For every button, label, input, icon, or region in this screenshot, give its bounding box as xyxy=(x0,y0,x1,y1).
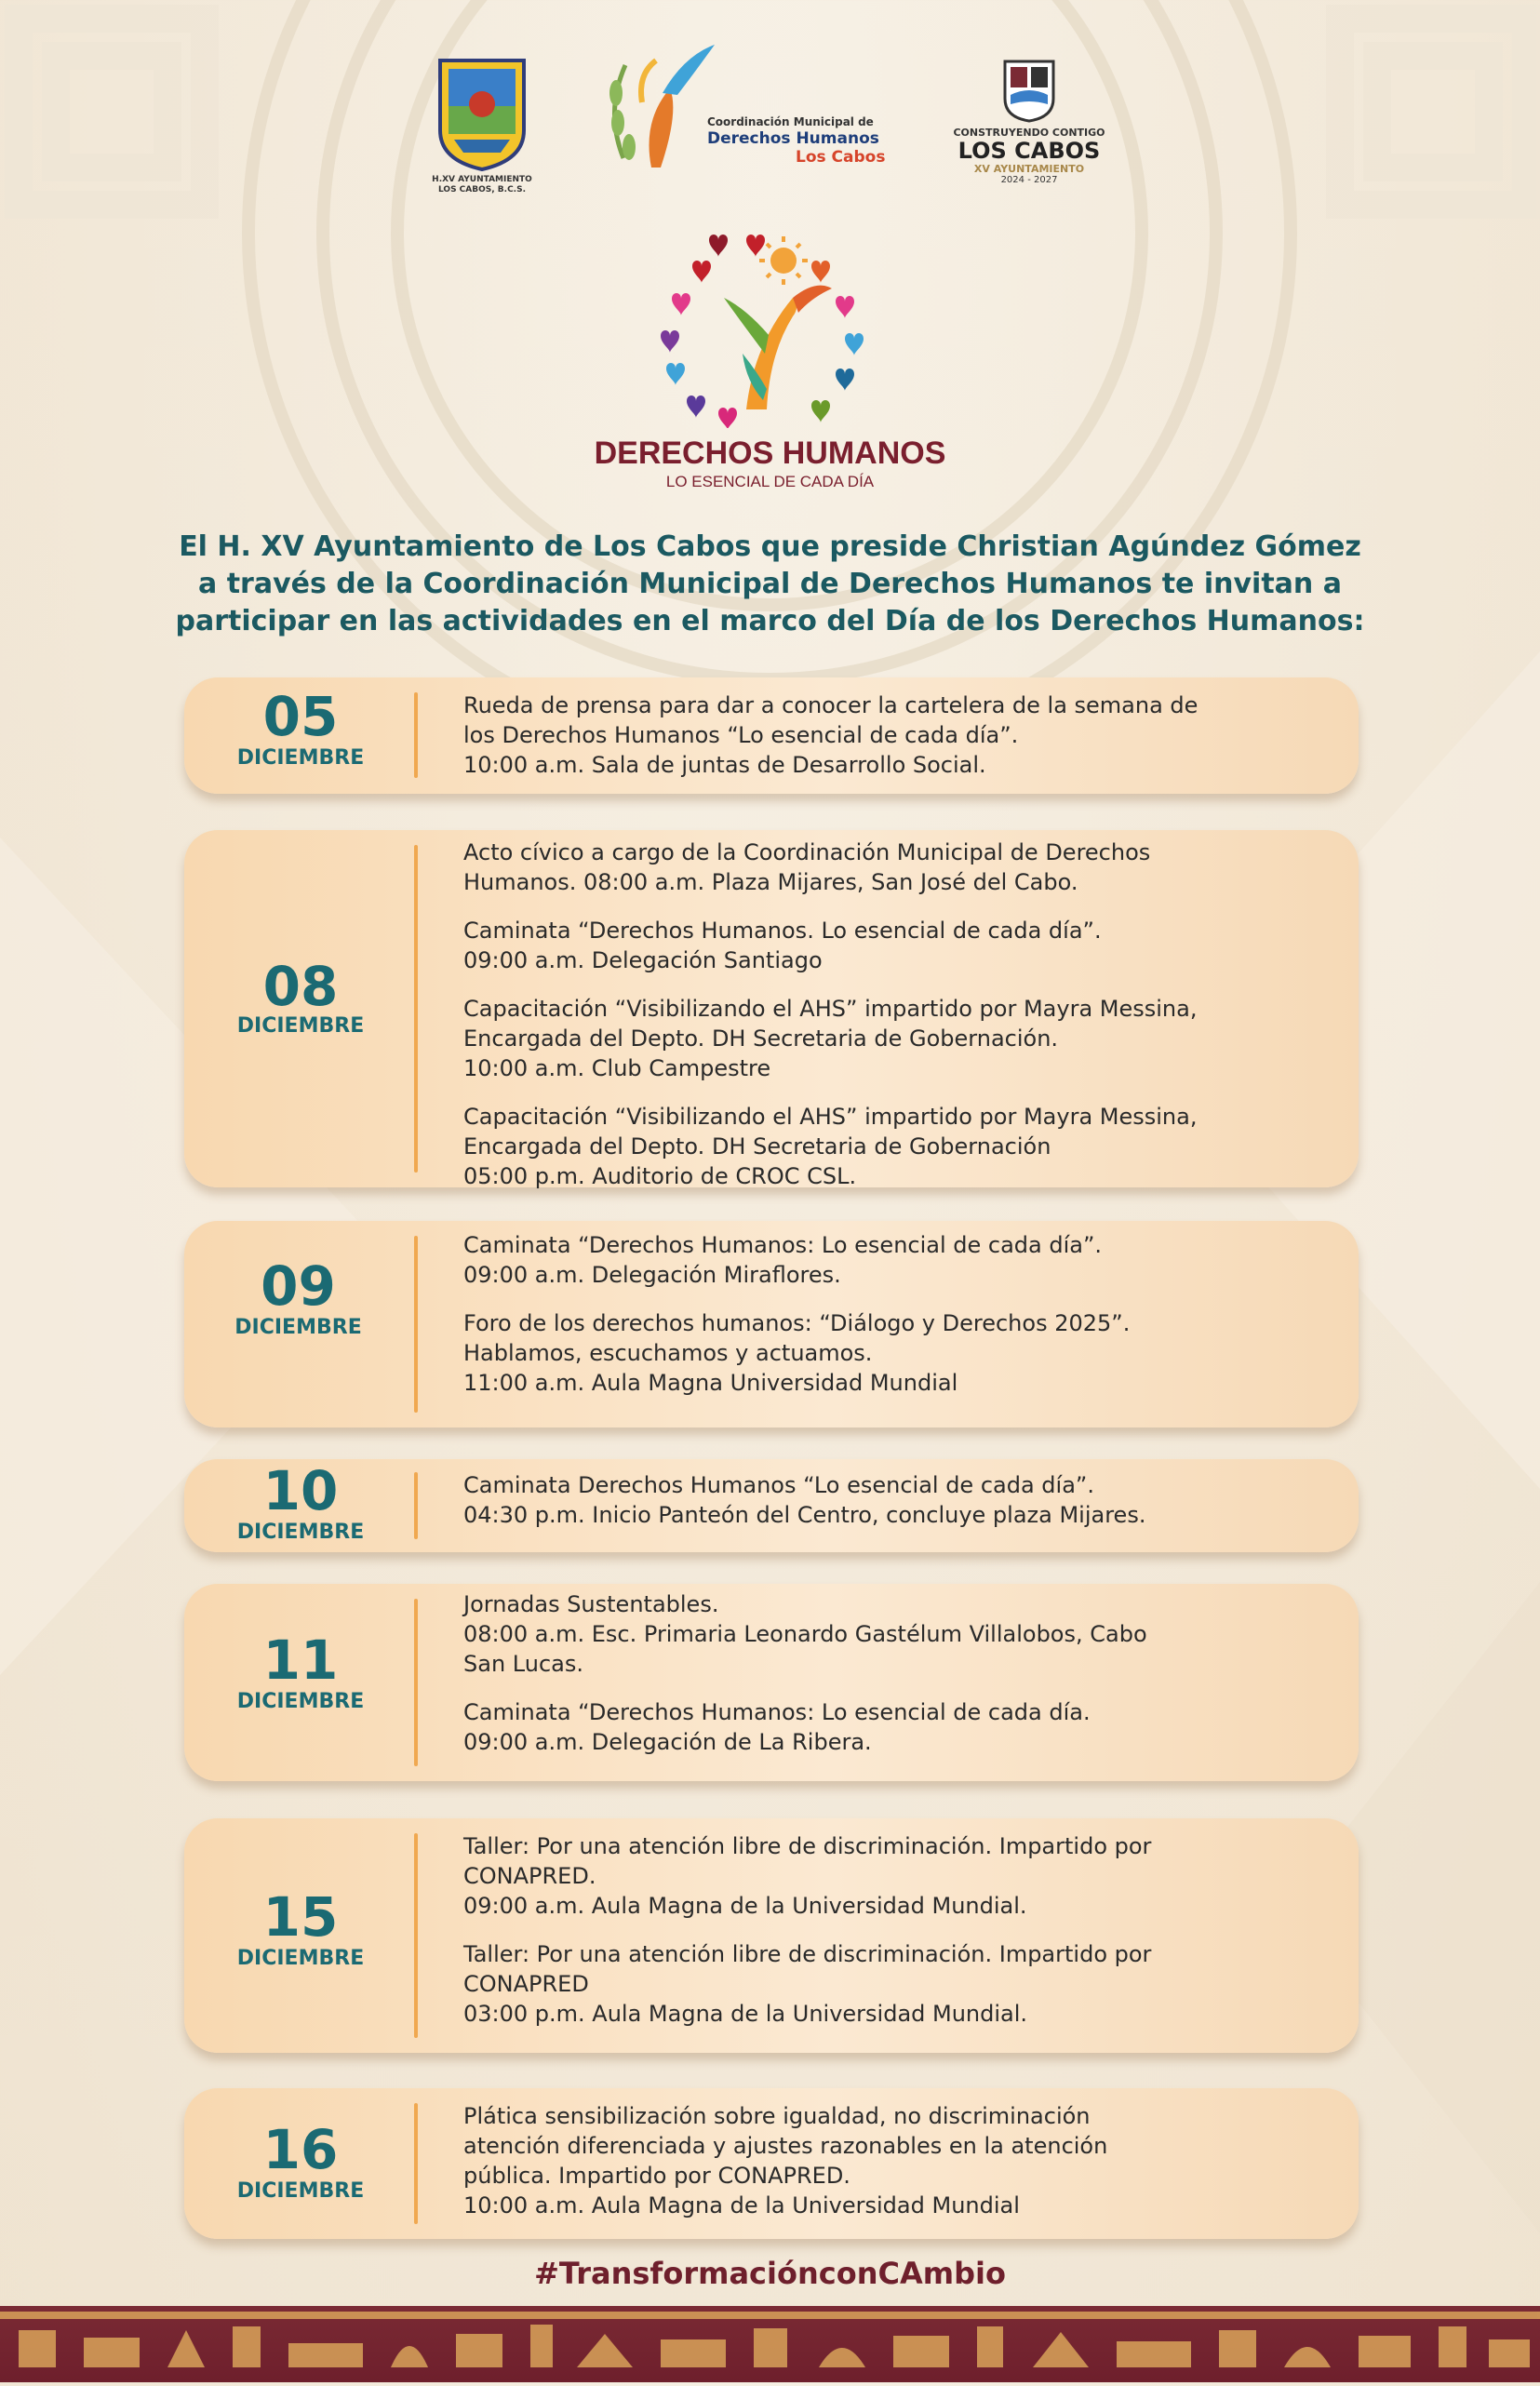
event-item: Jornadas Sustentables. 08:00 a.m. Esc. Primaria Leonardo Gastélum Villalobos, Cabo San Lucas. xyxy=(463,1591,1147,1677)
event-item: Caminata “Derechos Humanos: Lo esencial de cada día”. 09:00 a.m. Delegación Miraflores. xyxy=(463,1232,1103,1288)
loscabos-line1: CONSTRUYENDO CONTIGO xyxy=(953,127,1105,139)
event-item: Caminata “Derechos Humanos: Lo esencial de cada día. 09:00 a.m. Delegación de La Ribera. xyxy=(463,1699,1091,1755)
schedule-day: 16 xyxy=(262,2118,339,2181)
schedule-day: 09 xyxy=(261,1254,336,1318)
schedule-events xyxy=(463,1230,1338,1398)
coordinacion-line1: Coordinación Municipal de xyxy=(707,115,874,128)
campaign-subtitle: LO ESENCIAL DE CADA DÍA xyxy=(665,473,875,490)
schedule-events xyxy=(463,838,1338,1191)
intro-line-2: a través de la Coordinación Municipal de Derechos Humanos te invitan a xyxy=(198,568,1342,600)
card-separator xyxy=(414,692,418,778)
schedule-card-11 xyxy=(184,1584,1359,1781)
schedule-events xyxy=(463,690,1338,780)
ayuntamiento-caption-line2: LOS CABOS, B.C.S. xyxy=(438,185,526,194)
event-item: Caminata Derechos Humanos “Lo esencial de cada día”. 04:30 p.m. Inicio Panteón del Centro, concluye plaza Mijares. xyxy=(463,1472,1146,1528)
derechos-humanos-hearts-emblem xyxy=(653,223,886,428)
schedule-day: 15 xyxy=(262,1885,339,1949)
schedule-month: DICIEMBRE xyxy=(236,1947,365,1970)
intro-paragraph xyxy=(167,529,1373,640)
schedule-month: DICIEMBRE xyxy=(236,1690,365,1713)
card-separator xyxy=(414,1472,418,1539)
footer-band xyxy=(0,2306,1540,2382)
coordinacion-line2: Derechos Humanos xyxy=(707,129,879,148)
schedule-month: DICIEMBRE xyxy=(236,1521,365,1544)
schedule-events xyxy=(463,1831,1338,2029)
schedule-day: 10 xyxy=(262,1459,339,1522)
card-separator xyxy=(414,1599,418,1766)
schedule-month: DICIEMBRE xyxy=(236,2179,365,2203)
schedule-card-10 xyxy=(184,1459,1359,1552)
ayuntamiento-shield-logo xyxy=(435,56,529,172)
event-item: Taller: Por una atención libre de discriminación. Impartido por CONAPRED. 09:00 a.m. Aula Magna de la Universidad Mundial. xyxy=(463,1833,1152,1919)
event-item: Capacitación “Visibilizando el AHS” impartido por Mayra Messina, Encargada del Depto. DH Secretaria de Gobernación 05:00 p.m. Auditorio de CROC CSL. xyxy=(463,1104,1198,1189)
campaign-title: DERECHOS HUMANOS xyxy=(594,436,946,471)
event-item: Acto cívico a cargo de la Coordinación Municipal de Derechos Humanos. 08:00 a.m. Plaza Mijares, San José del Cabo. xyxy=(463,839,1151,895)
schedule-card-05 xyxy=(184,677,1359,794)
schedule-card-16 xyxy=(184,2088,1359,2239)
event-item: Rueda de prensa para dar a conocer la cartelera de la semana de los Derechos Humanos “Lo esencial de cada día”. 10:00 a.m. Sala de juntas de Desarrollo Social. xyxy=(463,692,1199,778)
schedule-day: 11 xyxy=(262,1629,339,1692)
loscabos-line4: 2024 - 2027 xyxy=(1000,175,1058,185)
loscabos-line3: XV AYUNTAMIENTO xyxy=(973,163,1085,175)
event-item: Taller: Por una atención libre de discriminación. Impartido por CONAPRED 03:00 p.m. Aula Magna de la Universidad Mundial. xyxy=(463,1941,1152,2027)
schedule-events xyxy=(463,1470,1338,1530)
schedule-day: 05 xyxy=(262,685,339,748)
event-item: Foro de los derechos humanos: “Diálogo y Derechos 2025”. Hablamos, escuchamos y actuamos. 11:00 a.m. Aula Magna Universidad Mundial xyxy=(463,1310,1131,1396)
schedule-events xyxy=(463,2101,1338,2220)
card-separator xyxy=(414,845,418,1173)
card-separator xyxy=(414,1833,418,2038)
schedule-day: 08 xyxy=(262,955,339,1018)
event-item: Plática sensibilización sobre igualdad, no discriminación atención diferenciada y ajustes razonables en la atención pública. Impartido por CONAPRED. 10:00 a.m. Aula Magna de la Universidad Mundial xyxy=(463,2103,1108,2218)
coordinacion-dh-emblem xyxy=(605,37,716,177)
campaign-hashtag: #TransformaciónconCAmbio xyxy=(534,2256,1006,2291)
schedule-card-08 xyxy=(184,830,1359,1187)
intro-line-3: participar en las actividades en el marco del Día de los Derechos Humanos: xyxy=(175,605,1365,637)
schedule-events xyxy=(463,1589,1338,1757)
schedule-card-09 xyxy=(184,1221,1359,1428)
card-separator xyxy=(414,1236,418,1413)
footer-pattern xyxy=(0,2306,1540,2382)
event-item: Capacitación “Visibilizando el AHS” impartido por Mayra Messina, Encargada del Depto. DH Secretaria de Gobernación. 10:00 a.m. Club Campestre xyxy=(463,996,1198,1081)
los-cabos-logo xyxy=(1001,58,1057,123)
schedule-month: DICIEMBRE xyxy=(236,1014,365,1038)
schedule-month: DICIEMBRE xyxy=(234,1316,362,1339)
event-item: Caminata “Derechos Humanos. Lo esencial de cada día”. 09:00 a.m. Delegación Santiago xyxy=(463,918,1102,973)
card-separator xyxy=(414,2103,418,2224)
schedule-card-15 xyxy=(184,1818,1359,2053)
ayuntamiento-caption-line1: H.XV AYUNTAMIENTO xyxy=(432,175,532,184)
coordinacion-line3: Los Cabos xyxy=(796,148,886,167)
schedule-month: DICIEMBRE xyxy=(236,746,365,770)
loscabos-line2: LOS CABOS xyxy=(957,138,1101,164)
intro-line-1: El H. XV Ayuntamiento de Los Cabos que preside Christian Agúndez Gómez xyxy=(179,530,1361,563)
